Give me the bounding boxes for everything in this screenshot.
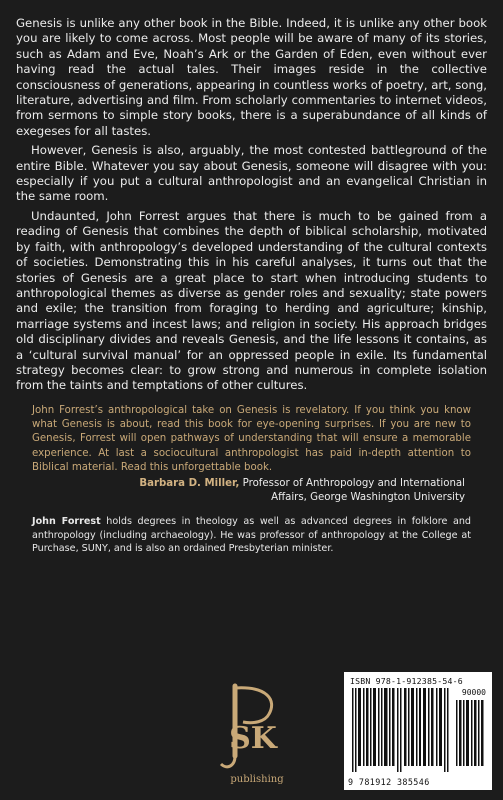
author-bio xyxy=(16,515,487,555)
publisher-logo-icon xyxy=(213,678,293,788)
blurb-paragraph-1: Genesis is unlike any other book in the Bible. Indeed, it is unlike any other book you are likely to come across. Most people will be aware of many of its stories, such as Adam and Eve, Noah’s Ark or the Garden of Eden, even without ever having read the actual tales. Their images reside in the collective consciousness of generations, appearing in countless works of poetry, art, song, literature, advertising and film. From scholarly commentaries to internet videos, from sermons to simple story books, there is a superabundance of all kinds of exegeses for all tastes. xyxy=(16,16,487,138)
author-bio-text: holds degrees in theology as well as advanced degrees in folklore and anthropology (including archaeology). He was professor of anthropology at the College at Purchase, SUNY, and is also an ordained Presbyterian minister. xyxy=(32,516,471,554)
review-author: Barbara D. Miller, xyxy=(139,478,240,490)
price-code: 90000 xyxy=(461,688,486,697)
blurb-paragraph-3: Undaunted, John Forrest argues that there is much to be gained from a reading of Genesis that combines the depth of biblical scholarship, motivated by faith, with anthropology’s developed understanding of the cultural contexts of societies. Demonstrating this in his careful analyses, it turns out that the stories of Genesis are a great place to start when introducing students to anthropological themes as diverse as gender roles and sexuality; state powers and exile; the transition from foraging to herding and agriculture; kinship, marriage systems and incest laws; and religion in society. His approach bridges old disciplinary divides and reveals Genesis, and the life lessons it contains, as a ‘cultural survival manual’ for an oppressed people in exile. Its fundamental strategy becomes clear: to grow strong and numerous in complete isolation from the taints and temptations of other cultures. xyxy=(16,208,487,393)
publisher-logo xyxy=(213,678,293,788)
barcode xyxy=(344,672,492,790)
review-affiliation-line-2: Affairs, George Washington University xyxy=(271,492,465,504)
review-attribution xyxy=(32,477,471,505)
isbn-label: ISBN 978-1-912385-54-6 xyxy=(350,676,463,686)
barcode-bars xyxy=(352,688,452,772)
review-quote: John Forrest’s anthropological take on Genesis is revelatory. If you think you know what Genesis is about, read this book for eye-opening surprises. If you are new to Genesis, Forrest will open pathways of understanding that will ensure a memorable experience. At last a sociocultural anthropologist has paid in-depth attention to Biblical material. Read this unforgettable book. xyxy=(32,404,471,473)
review xyxy=(16,404,487,505)
review-affiliation-line-1: Professor of Anthropology and International xyxy=(239,478,465,490)
author-bio-name: John Forrest xyxy=(32,516,101,528)
blurb-paragraph-2: However, Genesis is also, arguably, the most contested battleground of the entire Bible. Whatever you say about Genesis, someone will disagree with you: especially if you put a cultural anthropologist and an evangelical Christian in the same room. xyxy=(16,143,487,204)
publisher-logo-word: publishing xyxy=(230,774,284,785)
addon-bars xyxy=(456,700,484,766)
publisher-logo-letters: SK xyxy=(229,721,277,756)
ean-number: 9 781912 385546 xyxy=(348,777,430,787)
blurb xyxy=(16,16,487,394)
